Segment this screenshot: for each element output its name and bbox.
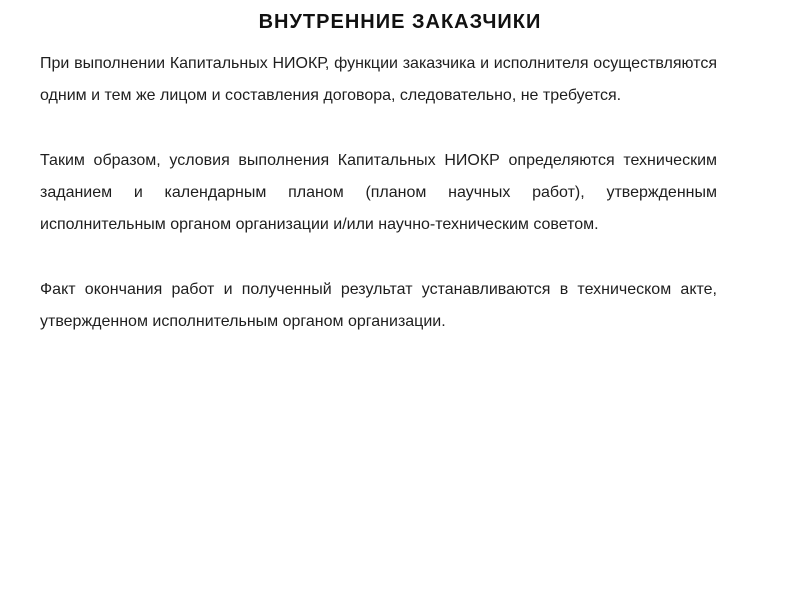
paragraph-2: Таким образом, условия выполнения Капитальных НИОКР определяются техническим заданием и календарным планом (планом научных работ), утвержденным исполнительным органом организации и/или научно-техническим советом. — [40, 152, 717, 233]
slide-title: ВНУТРЕННИЕ ЗАКАЗЧИКИ — [258, 11, 542, 33]
paragraph-3: Факт окончания работ и полученный результат устанавливаются в техническом акте, утвержденном исполнительным органом организации. — [40, 281, 717, 330]
paragraph-1: При выполнении Капитальных НИОКР, функции заказчика и исполнителя осуществляются одним и тем же лицом и составления договора, следовательно, не требуется. — [40, 55, 717, 104]
slide-body — [40, 48, 717, 338]
